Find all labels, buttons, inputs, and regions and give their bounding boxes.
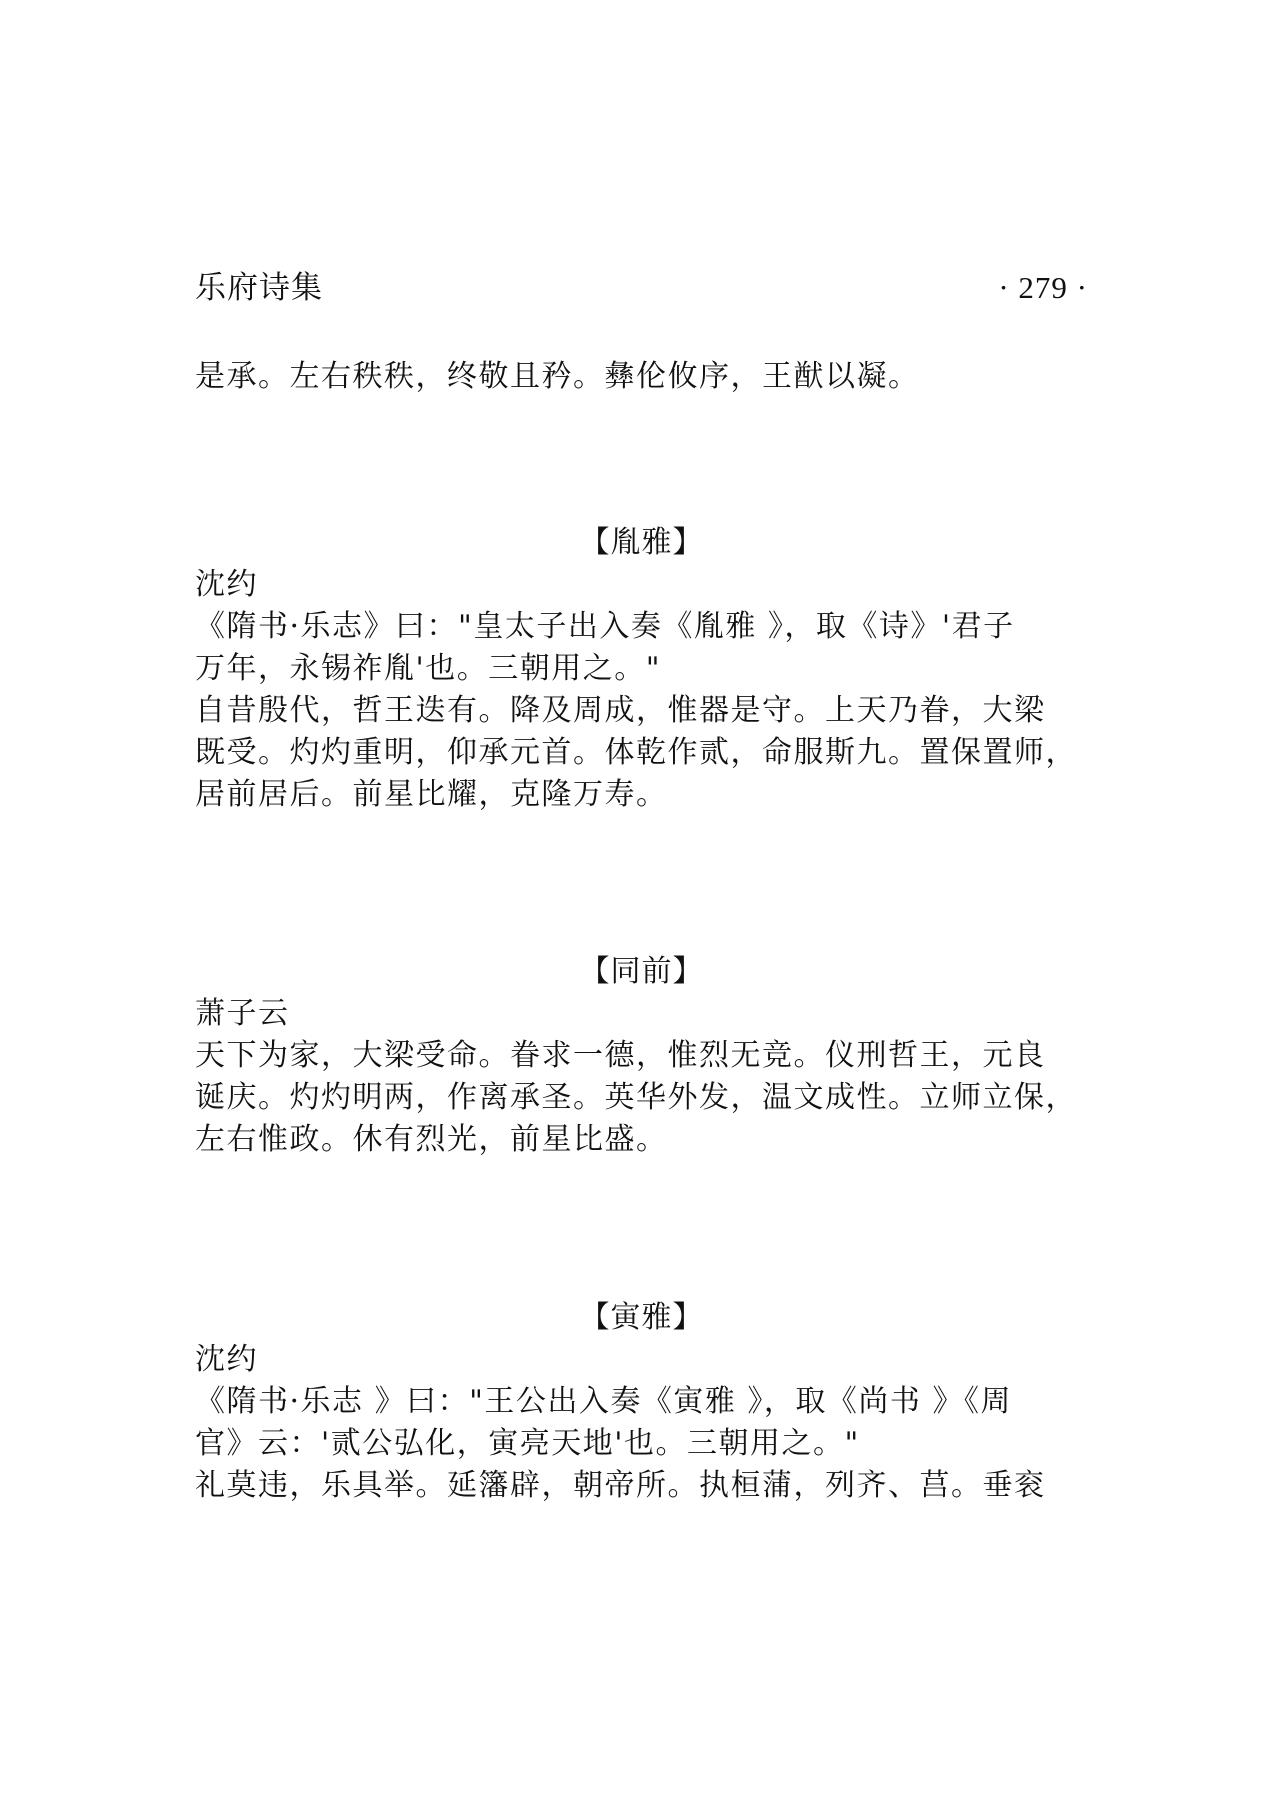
author-name: 沈约: [195, 567, 258, 602]
text-line: 礼莫违，乐具举。延籓辟，朝帝所。执桓蒲，列齐、莒。垂衮: [195, 1468, 1046, 1503]
section-heading-tongqian: 【同前】: [579, 954, 704, 989]
section-body-yinya: [195, 564, 1115, 816]
text-line: 自昔殷代，哲王迭有。降及周成，惟器是守。上天乃眷，大梁: [195, 693, 1046, 728]
author-name: 沈约: [195, 1342, 258, 1377]
section-body-yinya-2: [195, 1339, 1115, 1507]
text-line: 既受。灼灼重明，仰承元首。体乾作贰，命服斯九。置保置师，: [195, 735, 1077, 770]
section-heading-yinya: 【胤雅】: [579, 525, 704, 560]
text-line: 居前居后。前星比耀，克隆万寿。: [195, 777, 668, 812]
text-line: 天下为家，大梁受命。眷求一德，惟烈无竞。仪刑哲王，元良: [195, 1038, 1046, 1073]
section-body-tongqian: [195, 993, 1115, 1161]
text-line: 诞庆。灼灼明两，作离承圣。英华外发，温文成性。立师立保，: [195, 1080, 1077, 1115]
text-line: 《隋书·乐志 》曰："王公出入奏《寅雅 》，取《尚书 》《周: [195, 1384, 1012, 1419]
text-line: 官》云：'贰公弘化，寅亮天地'也。三朝用之。": [195, 1426, 860, 1461]
continuation-text: [195, 356, 1115, 398]
section-heading-yinya-2: 【寅雅】: [579, 1300, 704, 1335]
text-line: 《隋书·乐志》曰："皇太子出入奏《胤雅 》，取《诗》'君子: [195, 609, 1015, 644]
running-header: [195, 268, 1088, 308]
text-line: 万年，永锡祚胤'也。三朝用之。": [195, 651, 662, 686]
page-number: · 279 ·: [998, 270, 1088, 305]
text-line: 是承。左右秩秩，终敬且矜。彝伦攸序，王猷以凝。: [195, 359, 920, 394]
text-line: 左右惟政。休有烈光，前星比盛。: [195, 1122, 668, 1157]
author-name: 萧子云: [195, 996, 290, 1031]
book-title: 乐府诗集: [195, 270, 323, 306]
